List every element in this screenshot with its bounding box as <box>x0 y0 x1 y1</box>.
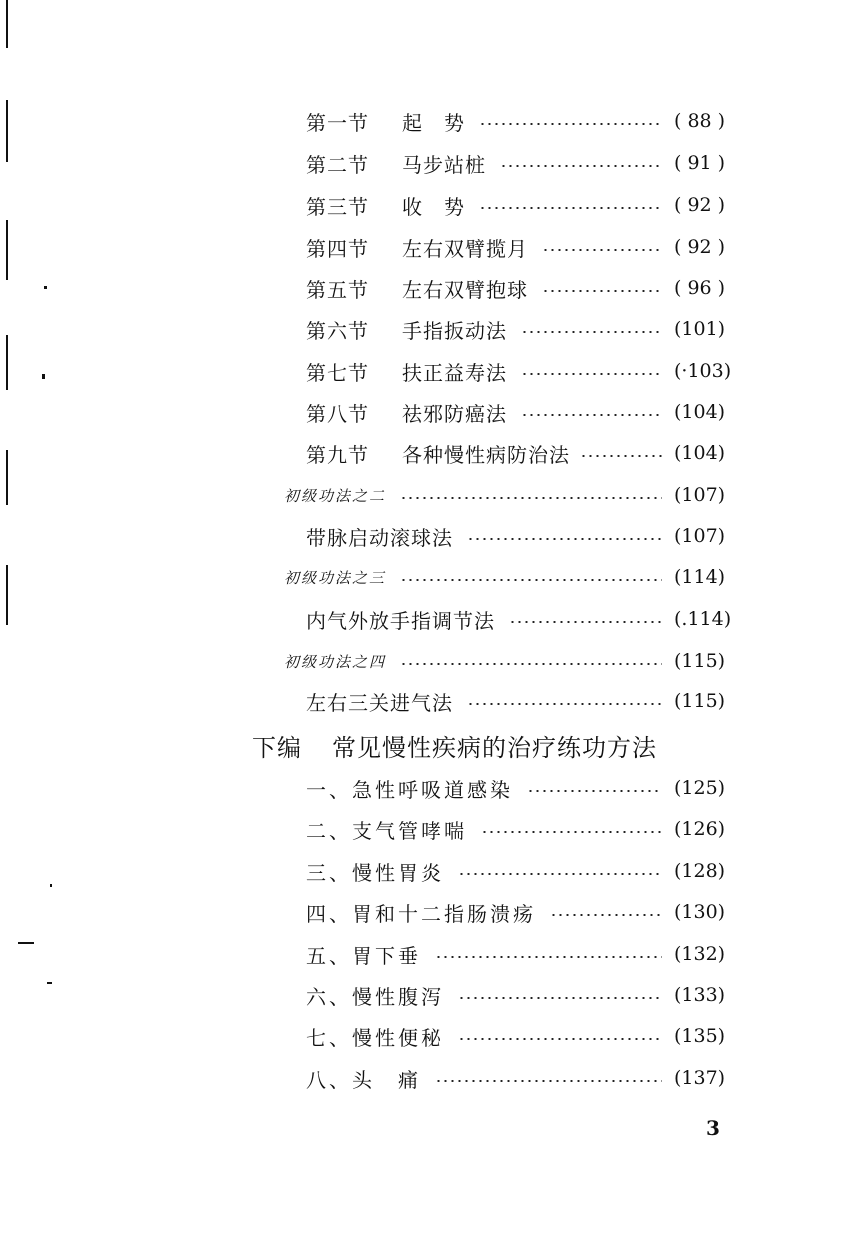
dot-leader <box>467 703 662 705</box>
entry-title: 左右三关进气法 <box>306 690 453 715</box>
entry-title: 五、胃下垂 <box>306 943 421 968</box>
section-number: 第五节 <box>306 277 369 302</box>
toc-entry <box>306 397 746 427</box>
dot-leader <box>400 663 662 665</box>
entry-title: 初级功法之二 <box>284 486 387 505</box>
toc-entry <box>306 980 746 1010</box>
entry-title: 四、胃和十二指肠溃疡 <box>306 901 536 926</box>
part-number: 下编 <box>252 734 302 762</box>
scan-margin-line <box>6 335 8 390</box>
dot-leader <box>435 1080 662 1082</box>
page-ref: (104) <box>674 442 726 464</box>
part-title: 常见慢性疾病的治疗练功方法 <box>332 734 657 762</box>
toc-entry <box>306 773 746 803</box>
dot-leader <box>521 331 662 333</box>
dot-leader <box>400 497 662 499</box>
dot-leader <box>521 373 662 375</box>
page-ref: (104) <box>674 401 726 423</box>
page-ref: (.114) <box>674 608 732 630</box>
dot-leader <box>527 790 662 792</box>
scan-margin-line <box>6 220 8 280</box>
page-ref: ( 92 ) <box>674 236 726 258</box>
toc-entry <box>306 856 746 886</box>
entry-title: 左右双臂抱球 <box>402 277 528 302</box>
toc-entry <box>306 190 746 220</box>
page-ref: (130) <box>674 901 726 923</box>
entry-title: 带脉启动滚球法 <box>306 525 453 550</box>
entry-title: 初级功法之四 <box>284 652 387 671</box>
toc-entry <box>306 814 746 844</box>
page-ref: (132) <box>674 943 726 965</box>
section-number: 第八节 <box>306 401 369 426</box>
dot-leader <box>542 249 662 251</box>
entry-title: 六、慢性腹泻 <box>306 984 444 1009</box>
section-number: 第二节 <box>306 152 369 177</box>
toc-entry <box>284 480 746 510</box>
toc-entry <box>306 897 746 927</box>
entry-title: 二、支气管哮喘 <box>306 818 467 843</box>
page-ref: (115) <box>674 650 726 672</box>
page-ref: (125) <box>674 777 726 799</box>
dot-leader <box>467 538 662 540</box>
toc-entry <box>306 604 746 634</box>
section-number: 第六节 <box>306 318 369 343</box>
entry-title: 手指扳动法 <box>402 318 507 343</box>
page-ref: ( 91 ) <box>674 152 726 174</box>
page-ref: ( 96 ) <box>674 277 726 299</box>
entry-title: 扶正益寿法 <box>402 360 507 385</box>
entry-title: 起 势 <box>402 110 465 135</box>
toc-entry <box>306 1021 746 1051</box>
section-number: 第四节 <box>306 236 369 261</box>
section-number: 第一节 <box>306 110 369 135</box>
page-ref: ( 88 ) <box>674 110 726 132</box>
dot-leader <box>458 873 662 875</box>
dot-leader <box>458 997 662 999</box>
page-ref: ( 92 ) <box>674 194 726 216</box>
toc-entry <box>306 438 746 468</box>
entry-title: 八、头 痛 <box>306 1067 421 1092</box>
entry-title: 内气外放手指调节法 <box>306 608 495 633</box>
toc-entry <box>306 356 746 386</box>
scan-speck <box>44 286 47 289</box>
scan-speck <box>50 884 52 887</box>
page-ref: (·103) <box>674 360 732 382</box>
entry-title: 三、慢性胃炎 <box>306 860 444 885</box>
entry-title: 一、急性呼吸道感染 <box>306 777 513 802</box>
page-ref: (101) <box>674 318 726 340</box>
page-ref: (128) <box>674 860 726 882</box>
dot-leader <box>481 831 662 833</box>
toc-entry <box>284 562 746 592</box>
scan-margin-line <box>6 0 8 48</box>
scan-speck <box>42 374 45 379</box>
dot-leader <box>500 165 662 167</box>
page-ref: (115) <box>674 690 726 712</box>
toc-entry <box>306 314 746 344</box>
scan-margin-line <box>6 100 8 162</box>
page-ref: (107) <box>674 484 726 506</box>
section-number: 第九节 <box>306 442 369 467</box>
scan-dash <box>18 942 34 944</box>
dot-leader <box>479 207 662 209</box>
page-ref: (107) <box>674 525 726 547</box>
dot-leader <box>509 621 662 623</box>
dot-leader <box>479 123 662 125</box>
toc-entry <box>306 1063 746 1093</box>
dot-leader <box>458 1038 662 1040</box>
toc-entry <box>306 148 746 178</box>
toc-entry <box>306 939 746 969</box>
entry-title: 七、慢性便秘 <box>306 1025 444 1050</box>
page-number: 3 <box>706 1116 720 1140</box>
dot-leader <box>435 956 662 958</box>
toc-entry <box>284 646 746 676</box>
scan-margin-line <box>6 450 8 505</box>
part-heading <box>252 728 657 763</box>
toc-entry <box>306 273 746 303</box>
dot-leader <box>580 455 662 457</box>
dot-leader <box>400 579 662 581</box>
toc-entry <box>306 521 746 551</box>
entry-title: 各种慢性病防治法 <box>402 442 570 467</box>
toc-entry <box>306 106 746 136</box>
page-ref: (114) <box>674 566 726 588</box>
entry-title: 祛邪防癌法 <box>402 401 507 426</box>
dot-leader <box>550 914 662 916</box>
dot-leader <box>521 414 662 416</box>
entry-title: 收 势 <box>402 194 465 219</box>
page-ref: (135) <box>674 1025 726 1047</box>
entry-title: 马步站桩 <box>402 152 486 177</box>
page-ref: (126) <box>674 818 726 840</box>
scan-dash <box>47 982 52 984</box>
section-number: 第三节 <box>306 194 369 219</box>
toc-entry <box>306 232 746 262</box>
page-ref: (133) <box>674 984 726 1006</box>
toc-entry <box>306 686 746 716</box>
section-number: 第七节 <box>306 360 369 385</box>
page-ref: (137) <box>674 1067 726 1089</box>
entry-title: 初级功法之三 <box>284 568 387 587</box>
scan-margin-line <box>6 565 8 625</box>
entry-title: 左右双臂揽月 <box>402 236 528 261</box>
dot-leader <box>542 290 662 292</box>
